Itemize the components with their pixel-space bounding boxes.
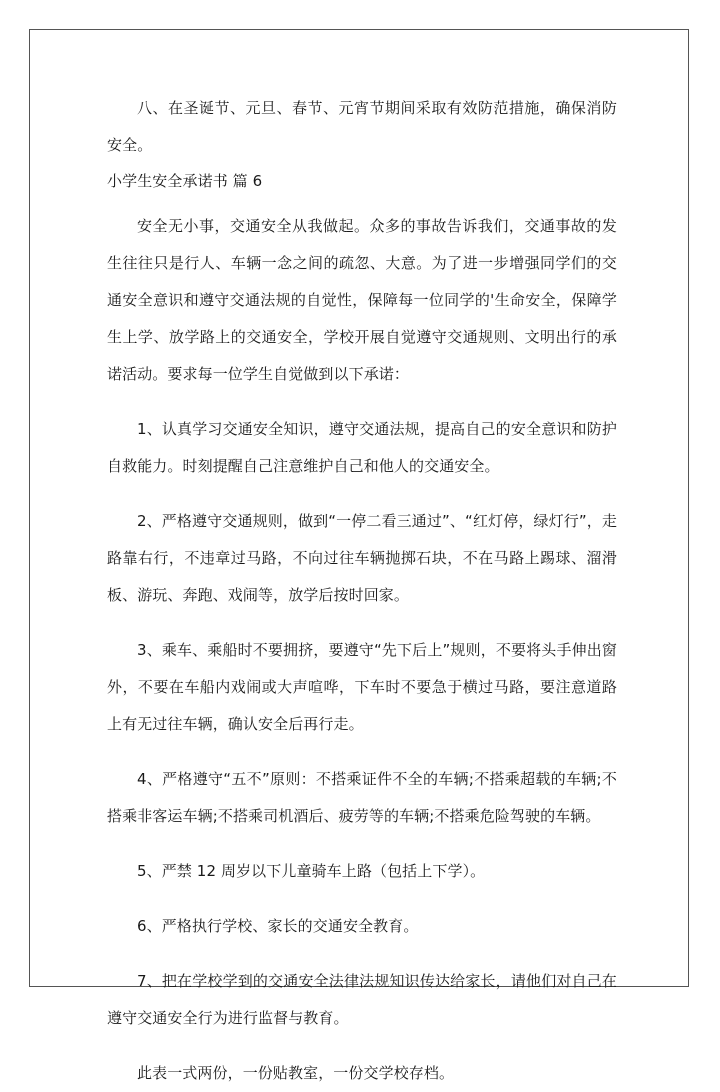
document-body [107,90,617,1092]
paragraph-intro: 安全无小事，交通安全从我做起。众多的事故告诉我们，交通事故的发生往往只是行人、车辆一念之间的疏忽、大意。为了进一步增强同学们的交通安全意识和遵守交通法规的自觉性，保障每一位同学的'生命安全，保障学生上学、放学路上的交通安全，学校开展自觉遵守交通规则、文明出行的承诺活动。要求每一位学生自觉做到以下承诺： [107,217,617,383]
pledge-item-7: 7、把在学校学到的交通安全法律法规知识传达给家长，请他们对自己在遵守交通安全行为进行监督与教育。 [107,972,617,1027]
pledge-item-1: 1、认真学习交通安全知识，遵守交通法规，提高自己的安全意识和防护自救能力。时刻提醒自己注意维护自己和他人的交通安全。 [107,420,617,475]
paragraph-fire-safety: 八、在圣诞节、元旦、春节、元宵节期间采取有效防范措施，确保消防安全。 [107,99,617,154]
closing-note: 此表一式两份，一份贴教室，一份交学校存档。 [137,1064,455,1082]
section-heading: 小学生安全承诺书 篇 6 [107,172,263,190]
pledge-item-6: 6、严格执行学校、家长的交通安全教育。 [137,917,419,935]
pledge-item-3: 3、乘车、乘船时不要拥挤，要遵守“先下后上”规则，不要将头手伸出窗外，不要在车船内戏闹或大声喧哗，下车时不要急于横过马路，要注意道路上有无过往车辆，确认安全后再行走。 [107,641,617,733]
pledge-item-4: 4、严格遵守“五不”原则：不搭乘证件不全的车辆;不搭乘超载的车辆;不搭乘非客运车辆;不搭乘司机酒后、疲劳等的车辆;不搭乘危险驾驶的车辆。 [107,770,617,825]
pledge-item-5: 5、严禁 12 周岁以下儿童骑车上路（包括上下学）。 [137,862,486,880]
pledge-item-2: 2、严格遵守交通规则，做到“一停二看三通过”、“红灯停，绿灯行”，走路靠右行，不违章过马路，不向过往车辆抛掷石块，不在马路上踢球、溜滑板、游玩、奔跑、戏闹等，放学后按时回家。 [107,512,617,604]
